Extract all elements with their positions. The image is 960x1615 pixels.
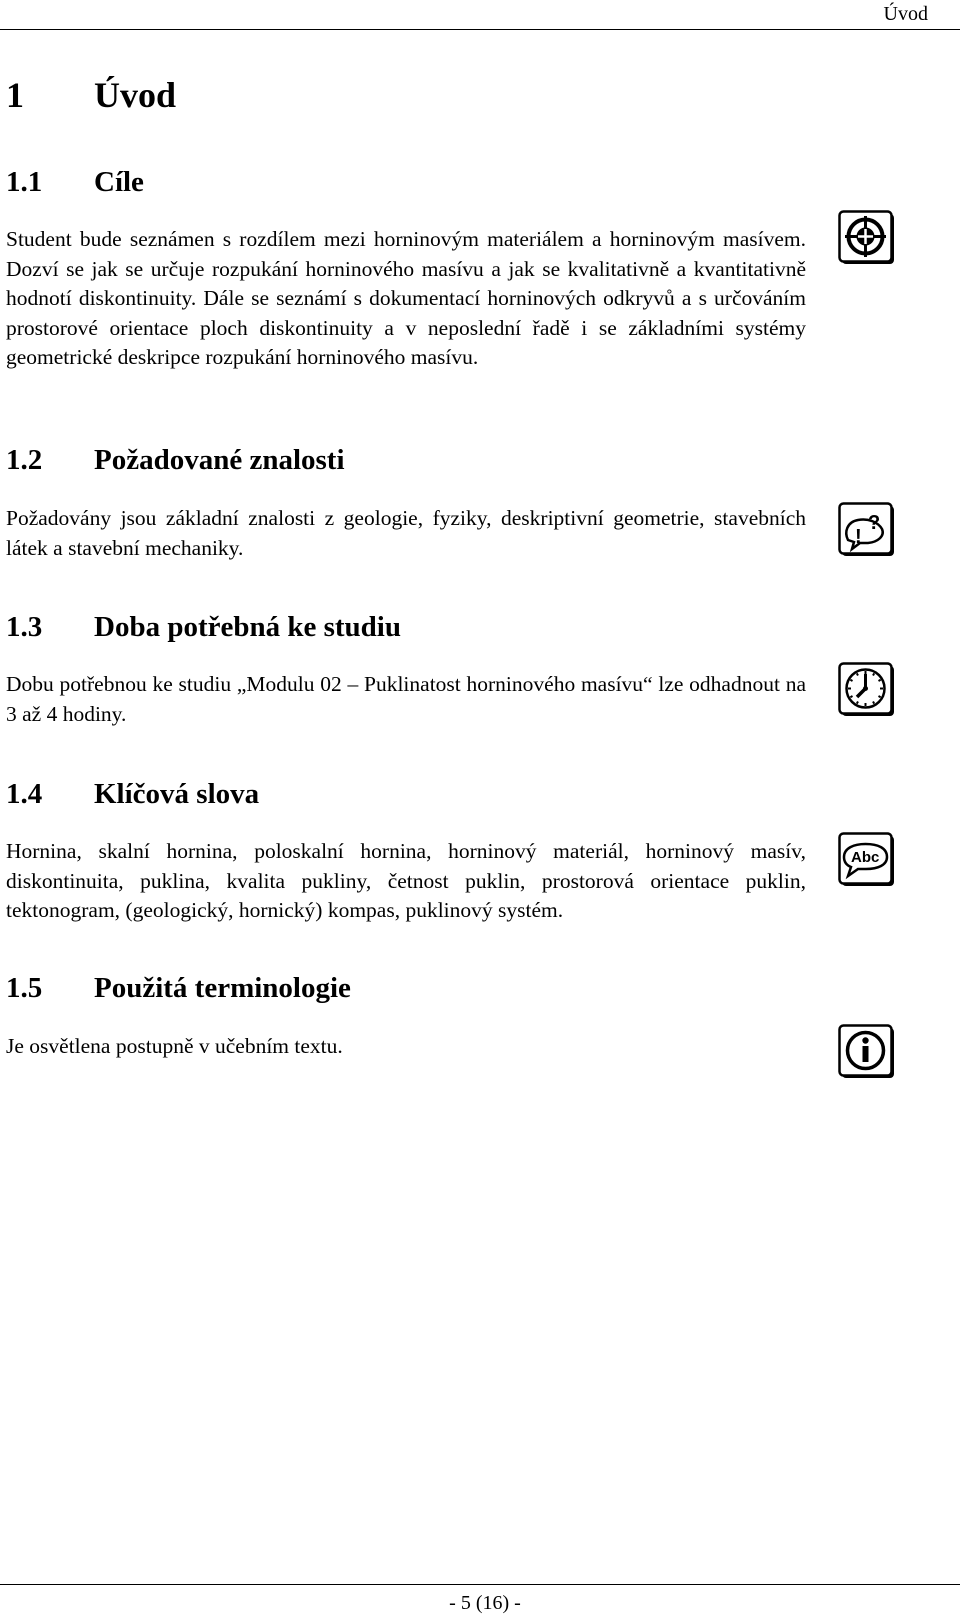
section-title: Použitá terminologie xyxy=(94,972,351,1004)
section-text-goals: Student bude seznámen s rozdílem mezi horninovým materiálem a horninovým masívem. Dozví se jak se určuje rozpukání horninového masívu a jak se kvalitativně a kvantitativně hodnotí diskontinuity. Dále se seznámí s dokumentací horninových odkryvů a s určováním prostorové orientace ploch diskontinuity a v neposlední řadě i se základními systémy geometrické deskripce rozpukání horninového masívu. xyxy=(6,227,806,369)
section-number: 1.2 xyxy=(6,444,43,476)
section-title: Klíčová slova xyxy=(94,778,260,810)
section-title: Cíle xyxy=(94,166,144,198)
section-text-terminology: Je osvětlena postupně v učebním textu. xyxy=(6,1034,343,1058)
clock-icon xyxy=(838,662,896,718)
page-number: - 5 (16) - xyxy=(449,1592,521,1614)
chapter-title: Úvod xyxy=(94,75,177,115)
abc-label: Abc xyxy=(851,849,880,866)
footer-rule xyxy=(0,1584,960,1585)
chapter-heading xyxy=(6,72,176,118)
section-number: 1.5 xyxy=(6,972,43,1004)
section-number: 1.1 xyxy=(6,166,43,198)
section-heading-study-time xyxy=(6,609,401,645)
question-exclamation-icon xyxy=(838,502,896,558)
section-heading-terminology xyxy=(6,970,351,1006)
abc-speech-bubble-icon xyxy=(838,832,896,888)
svg-text:?: ? xyxy=(868,512,881,534)
target-icon xyxy=(838,210,896,266)
section-text-prerequisites: Požadovány jsou základní znalosti z geologie, fyziky, deskriptivní geometrie, stavebních látek a stavební mechaniky. xyxy=(6,506,806,560)
section-heading-goals xyxy=(6,164,144,200)
chapter-number: 1 xyxy=(6,75,24,115)
section-number: 1.4 xyxy=(6,778,43,810)
section-heading-keywords xyxy=(6,776,259,812)
section-title: Doba potřebná ke studiu xyxy=(94,611,401,643)
section-heading-prerequisites xyxy=(6,442,345,478)
running-header: Úvod xyxy=(883,3,928,25)
section-number: 1.3 xyxy=(6,611,43,643)
section-text-study-time: Dobu potřebnou ke studiu „Modulu 02 – Puklinatost horninového masívu“ lze odhadnout na 3 až 4 hodiny. xyxy=(6,672,806,726)
section-text-keywords: Hornina, skalní hornina, poloskalní hornina, horninový materiál, horninový masív, diskontinuita, puklina, kvalita pukliny, četnost puklin, prostorová orientace puklin, tektonogram, (geologický, hornický) kompas, puklinový systém. xyxy=(6,839,806,922)
header-rule xyxy=(0,29,960,30)
info-icon xyxy=(838,1024,896,1080)
svg-text:!: ! xyxy=(855,526,862,548)
section-title: Požadované znalosti xyxy=(94,444,345,476)
